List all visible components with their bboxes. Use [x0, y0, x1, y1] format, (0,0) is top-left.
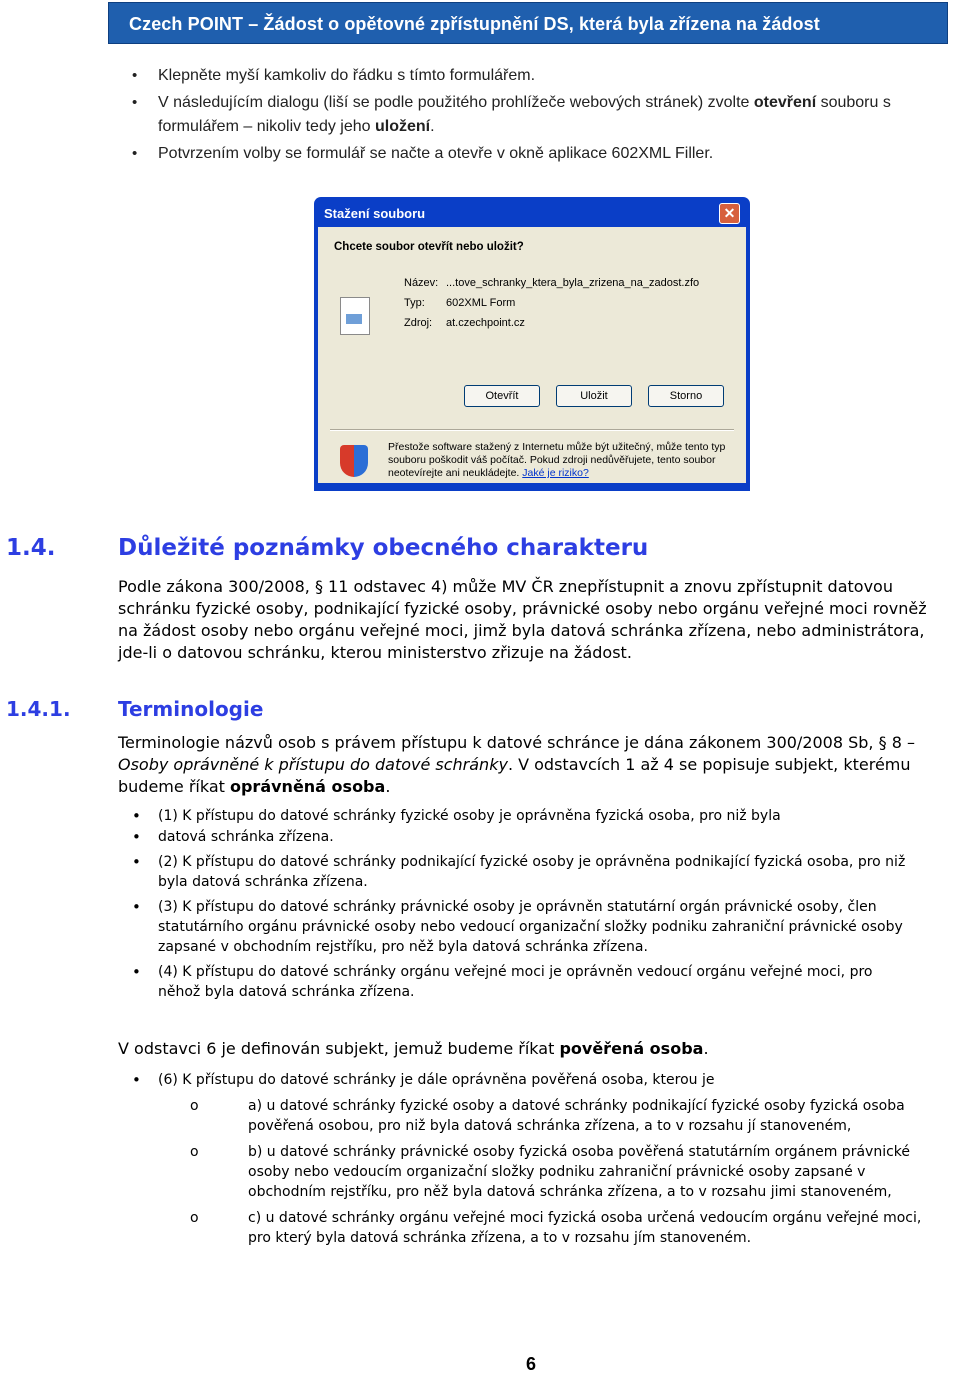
- file-icon: [340, 297, 370, 335]
- intro-item-dialog-text-2: souboru s formulářem – nikoliv tedy jeho: [158, 94, 891, 135]
- dialog-warning: [388, 441, 733, 480]
- save-button[interactable]: Uložit: [556, 385, 632, 407]
- list-item: • (3) K přístupu do datové schránky právnické osoby je oprávněn statutární orgán právnické osoby, člen statutárního orgánu právnické osoby nebo vedoucí organizační složky podniku zahraniční právnické osoby zapsané v obchodním rejstříku, pro něž byla datová schránka zřízena.: [158, 897, 918, 957]
- intro-save-bold: uložení: [374, 118, 431, 135]
- file-type-label: Typ:: [404, 297, 425, 309]
- delegated-item-text: (6) K přístupu do datové schránky je dále oprávněna pověřená osoba, kterou je: [158, 1072, 715, 1088]
- section-title: Důležité poznámky obecného charakteru: [118, 535, 649, 561]
- file-source-row: [404, 317, 525, 329]
- list-item: • (2) K přístupu do datové schránky podnikající fyzické osoby je oprávněna podnikající fyzická osoba, pro niž byla datová schránka zřízena.: [158, 852, 918, 892]
- intro-open-bold: otevření: [753, 94, 817, 111]
- sublist-item: o b) u datové schránky právnické osoby fyzická osoba pověřená statutárním orgánem právnické osoby nebo vedoucím organizační složky podniku zahraniční právnické osoby zapsané v obchodním rejstříku, pro něž byla datová schránka zřízena, a to v rozsahu jimi stanoveném,: [248, 1142, 938, 1202]
- download-dialog: [314, 197, 750, 491]
- risk-link[interactable]: Jaké je riziko?: [522, 467, 589, 479]
- section-paragraph: Podle zákona 300/2008, § 11 odstavec 4) může MV ČR znepřístupnit a znovu zpřístupnit datovou schránku fyzické osoby, podnikající fyzické osoby, právnické osoby nebo orgánu veřejné moci rovněž na žádost osoby nebo orgánu veřejné moci, jimž byla datová schránka zřízena, nebo administrátora, jde-li o datovou schránku, kterou ministerstvo zřizuje na žádost.: [118, 577, 927, 662]
- dialog-separator: [330, 429, 734, 431]
- open-button[interactable]: Otevřít: [464, 385, 540, 407]
- cancel-button[interactable]: Storno: [648, 385, 724, 407]
- list-item: • datová schránka zřízena.: [158, 827, 918, 847]
- subsection-title: Terminologie: [118, 697, 264, 721]
- file-source-value: at.czechpoint.cz: [446, 317, 525, 329]
- delegated-bold: pověřená osoba: [559, 1039, 704, 1058]
- header-title: Czech POINT – Žádost o opětovné zpřístupnění DS, která byla zřízena na žádost: [129, 14, 820, 34]
- list-item: • (4) K přístupu do datové schránky orgánu veřejné moci je oprávněn vedoucí orgánu veřejné moci, pro něhož byla datová schránka zřízena.: [158, 962, 918, 1002]
- header-bar: [108, 2, 948, 44]
- file-type-row: [404, 297, 515, 309]
- file-type-value: 602XML Form: [446, 297, 516, 309]
- section-number: 1.4.: [6, 535, 56, 561]
- terminology-italic: Osoby oprávněné k přístupu do datové schránky: [118, 755, 508, 774]
- dialog-titlebar: [318, 197, 746, 227]
- close-icon[interactable]: ✕: [719, 203, 740, 224]
- delegated-text-b: .: [703, 1039, 709, 1058]
- sublist-item: o c) u datové schránky orgánu veřejné moci fyzická osoba určená vedoucím orgánu veřejné moci, pro který byla datová schránka zřízena, a to v rozsahu jím stanoveném.: [248, 1208, 938, 1248]
- dialog-question: Chcete soubor otevřít nebo uložit?: [334, 241, 524, 253]
- rights-list: [158, 806, 918, 1007]
- sublist-item: o a) u datové schránky fyzické osoby a datové schránky podnikající fyzické osoby fyzická osoba pověřená osobou, pro niž byla datová schránka zřízena, a to v rozsahu jí stanoveném,: [248, 1096, 938, 1136]
- intro-item-click: • Klepněte myší kamkoliv do řádku s tímto formulářem.: [158, 64, 928, 88]
- delegated-sublist: [248, 1096, 938, 1248]
- intro-list: [158, 64, 928, 169]
- file-name-value: ...tove_schranky_ktera_byla_zrizena_na_zadost.zfo: [446, 277, 700, 289]
- subsection-number: 1.4.1.: [6, 697, 71, 721]
- dialog-warning-text: Přestože software stažený z Internetu může být užitečný, může tento typ souboru poškodit váš počítač. Pokud zdroji nedůvěřujete, tento soubor neotevírejte ani neukládejte.: [388, 441, 726, 479]
- intro-item-dialog: [158, 91, 928, 139]
- terminology-text-b: . V odstavcích 1 až 4 se popisuje subjekt, kterému budeme říkat: [118, 755, 911, 796]
- shield-icon: [340, 445, 368, 477]
- intro-item-confirm: • Potvrzením volby se formulář se načte a otevře v okně aplikace 602XML Filler.: [158, 142, 928, 166]
- intro-item-dialog-text-3: .: [430, 118, 435, 135]
- terminology-text-c: .: [385, 777, 391, 796]
- terminology-text-a: Terminologie názvů osob s právem přístupu k datové schránce je dána zákonem 300/2008 Sb, § 8 –: [118, 733, 915, 752]
- terminology-bold: oprávněná osoba: [229, 777, 386, 796]
- intro-item-dialog-text: V následujícím dialogu (liší se podle použitého prohlížeče webových stránek) zvolte: [158, 94, 750, 111]
- list-item: • (1) K přístupu do datové schránky fyzické osoby je oprávněna fyzická osoba, pro niž byla: [158, 806, 918, 826]
- file-name-row: [404, 277, 699, 289]
- terminology-paragraph: [118, 732, 938, 798]
- list-item: [158, 1070, 938, 1248]
- delegated-text-a: V odstavci 6 je definován subjekt, jemuž budeme říkat: [118, 1039, 560, 1058]
- dialog-body: [318, 227, 746, 483]
- file-source-label: Zdroj:: [404, 317, 433, 329]
- file-name-label: Název:: [404, 277, 439, 289]
- dialog-title: Stažení souboru: [324, 206, 426, 221]
- delegated-paragraph: [118, 1038, 938, 1060]
- delegated-list: [158, 1070, 938, 1254]
- page-number: 6: [526, 1354, 537, 1374]
